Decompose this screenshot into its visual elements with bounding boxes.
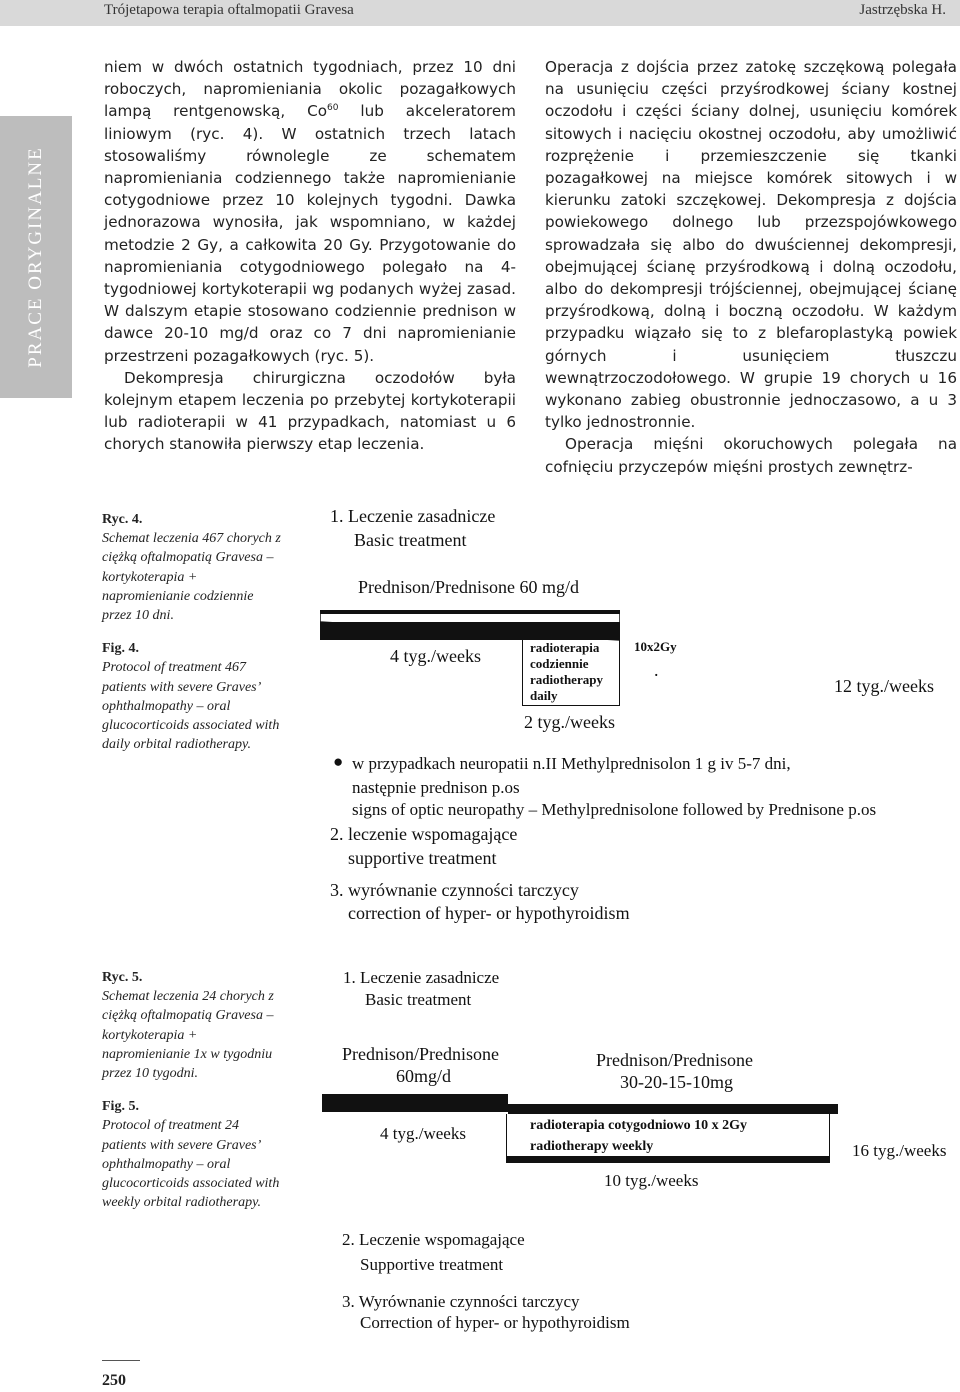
paragraph <box>104 56 516 367</box>
fig4-step2-pl: 2. leczenie wspomagające <box>330 824 518 844</box>
superscript: 60 <box>327 103 339 114</box>
fig4-step3-en: correction of hyper- or hypothyroidism <box>348 903 630 923</box>
fig4-step3-pl: 3. wyrównanie czynności tarczycy <box>330 880 579 900</box>
fig5-step1-en: Basic treatment <box>365 990 472 1009</box>
fig4-weeks-2: 2 tyg./weeks <box>524 712 615 732</box>
fig5-step3-pl: 3. Wyrównanie czynności tarczycy <box>342 1292 580 1311</box>
caption-label-pl: Ryc. 5. <box>102 970 143 985</box>
fig5-drug1-line2: 60mg/d <box>396 1066 452 1086</box>
fig4-neuro-pl2: następnie prednison p.os <box>352 778 520 797</box>
fig5-step2-en: Supportive treatment <box>360 1255 504 1274</box>
fig5-radio-line1: radioterapia cotygodniowo 10 x 2Gy <box>530 1118 747 1133</box>
fig5-prednisone-bar-1 <box>322 1094 508 1112</box>
caption-text-en: Protocol of treatment 467 patients with severe Graves’ ophthalmopathy – oral glucocorticoids associated with daily orbital radiotherapy. <box>102 660 280 753</box>
caption-text-pl: Schemat leczenia 467 chorych z ciężką oftalmopatią Gravesa – kortykoterapia + napromienianie codziennie przez 10 dni. <box>102 531 281 624</box>
paragraph-text: niem w dwóch ostatnich tygodniach, przez 10 dni roboczych, napromieniania okolic pozagałkowych lampą rentgenowską, Co <box>104 58 516 121</box>
fig5-radiotherapy-bar <box>506 1156 830 1163</box>
fig5-step3-en: Correction of hyper- or hypothyroidism <box>360 1313 630 1332</box>
fig5-step2-pl: 2. Leczenie wspomagające <box>342 1230 525 1249</box>
fig5-radio-line2: radiotherapy weekly <box>530 1139 654 1154</box>
body-column-right <box>545 56 957 478</box>
fig4-weeks-12: 12 tyg./weeks <box>834 676 934 696</box>
page-number: 250 <box>102 1372 126 1389</box>
fig4-step1-pl: 1. Leczenie zasadnicze <box>330 506 496 526</box>
fig4-step1-en: Basic treatment <box>354 530 467 550</box>
figure-5-caption <box>102 968 282 1212</box>
caption-label-en: Fig. 5. <box>102 1099 139 1115</box>
caption-label-en: Fig. 4. <box>102 641 139 657</box>
bullet-icon: ● <box>333 752 344 771</box>
figure-4-caption <box>102 510 282 754</box>
caption-label-pl: Ryc. 4. <box>102 512 143 527</box>
fig4-drug-label: Prednison/Prednisone 60 mg/d <box>358 577 579 597</box>
paragraph: Operacja mięśni okoruchowych polegała na cofnięciu przyczepów mięśni prostych zewnętrz- <box>545 435 957 476</box>
paragraph-text: lub akceleratorem liniowym (ryc. 4). W ostatnich trzech latach stosowaliśmy równolegle ze schematem napromieniania codziennego także napromienianie cotygodniowe przez 10 kolejnych tygodni. Dawka jednorazowa wynosiła, jak wspomniano, w każdej metodzie 2 Gy, a całkowita 20 Gy. Przygotowanie do napromieniania cotygodniowego polegało na 4-tygodniowej kortykoterapii wg podanych wyżej zasad. W dalszym etapie stosowano codziennie prednison w dawce 20-10 mg/d oraz co 7 dni napromienianie przestrzeni pozagałkowych (ryc. 5). <box>104 102 516 365</box>
fig4-dot: . <box>654 660 659 680</box>
fig5-prednisone-bar-2 <box>508 1104 838 1114</box>
caption-text-en: Protocol of treatment 24 patients with severe Graves’ ophthalmopathy – oral glucocorticoids associated with weekly orbital radiotherapy. <box>102 1118 280 1211</box>
paragraph: Operacja z dojścia przez zatokę szczękową polegała na usunięciu części przyśrodkowej ściany kostnej oczodołu i części ściany dolnej, usunięciu komórek sitowych i nacięciu okostnej oczodołu, aby umożliwić rozprężenie i przemieszczenie się tkanki pozagałkowej na miejsce komórek sitowych i w kierunku zatoki szczękowej. Dekompresja z dojścia powiekowego dolnego lub przezspojówkowego sprowadzała się albo do dwuściennej dekompresji, obejmującej ścianę przyśrodkową i dolną oczodołu, albo do dekompresji trójściennej, obejmującej ścianę przyśrodkową, dolną i boczną oczodołu. W każdym przypadku wiązało się to z blefaroplastyką powiek górnych i usunięciem tłuszczu wewnątrzoczodołowego. W grupie 19 chorych u 16 wykonano zabieg obustronnie jednoczasowo, a u 3 tylko jednostronnie. <box>545 58 957 432</box>
fig5-weeks-4: 4 tyg./weeks <box>380 1124 466 1143</box>
paragraph: Dekompresja chirurgiczna oczodołów była kolejnym etapem leczenia po przebytej kortykoterapii lub radioterapii w 41 przypadkach, natomiast u 6 chorych stanowiła pierwszy etap leczenia. <box>104 368 516 454</box>
fig4-weeks-4: 4 tyg./weeks <box>390 646 481 666</box>
fig4-neuro-en: signs of optic neuropathy – Methylprednisolone followed by Prednisone p.os <box>352 800 877 819</box>
footer-rule <box>102 1360 140 1361</box>
fig4-dose: 10x2Gy <box>634 639 677 654</box>
caption-text-pl: Schemat leczenia 24 chorych z ciężką oftalmopatią Gravesa – kortykoterapia + napromienianie 1x w tygodniu przez 10 tygodni. <box>102 989 274 1082</box>
fig5-weeks-10: 10 tyg./weeks <box>604 1171 699 1190</box>
body-column-left <box>104 56 516 456</box>
running-author: Jastrzębska H. <box>859 2 946 18</box>
fig4-radio-line4: daily <box>530 688 558 703</box>
fig4-step2-en: supportive treatment <box>348 848 497 868</box>
fig5-step1-pl: 1. Leczenie zasadnicze <box>343 968 500 987</box>
fig5-drug2-line2: 30-20-15-10mg <box>620 1072 733 1092</box>
section-tab-label: PRACE ORYGINALNE <box>25 146 46 368</box>
fig5-drug2-line1: Prednison/Prednisone <box>596 1050 753 1070</box>
fig4-radio-line2: codziennie <box>530 656 589 671</box>
fig4-radio-line3: radiotherapy <box>530 672 603 687</box>
fig4-radio-line1: radioterapia <box>530 640 600 655</box>
fig5-drug1-line1: Prednison/Prednisone <box>342 1044 499 1064</box>
section-tab <box>0 116 72 398</box>
fig5-weeks-16: 16 tyg./weeks <box>852 1141 947 1160</box>
running-title: Trójetapowa terapia oftalmopatii Gravesa <box>104 2 354 18</box>
fig4-neuro-pl: w przypadkach neuropatii n.II Methylprednisolon 1 g iv 5-7 dni, <box>352 754 791 773</box>
